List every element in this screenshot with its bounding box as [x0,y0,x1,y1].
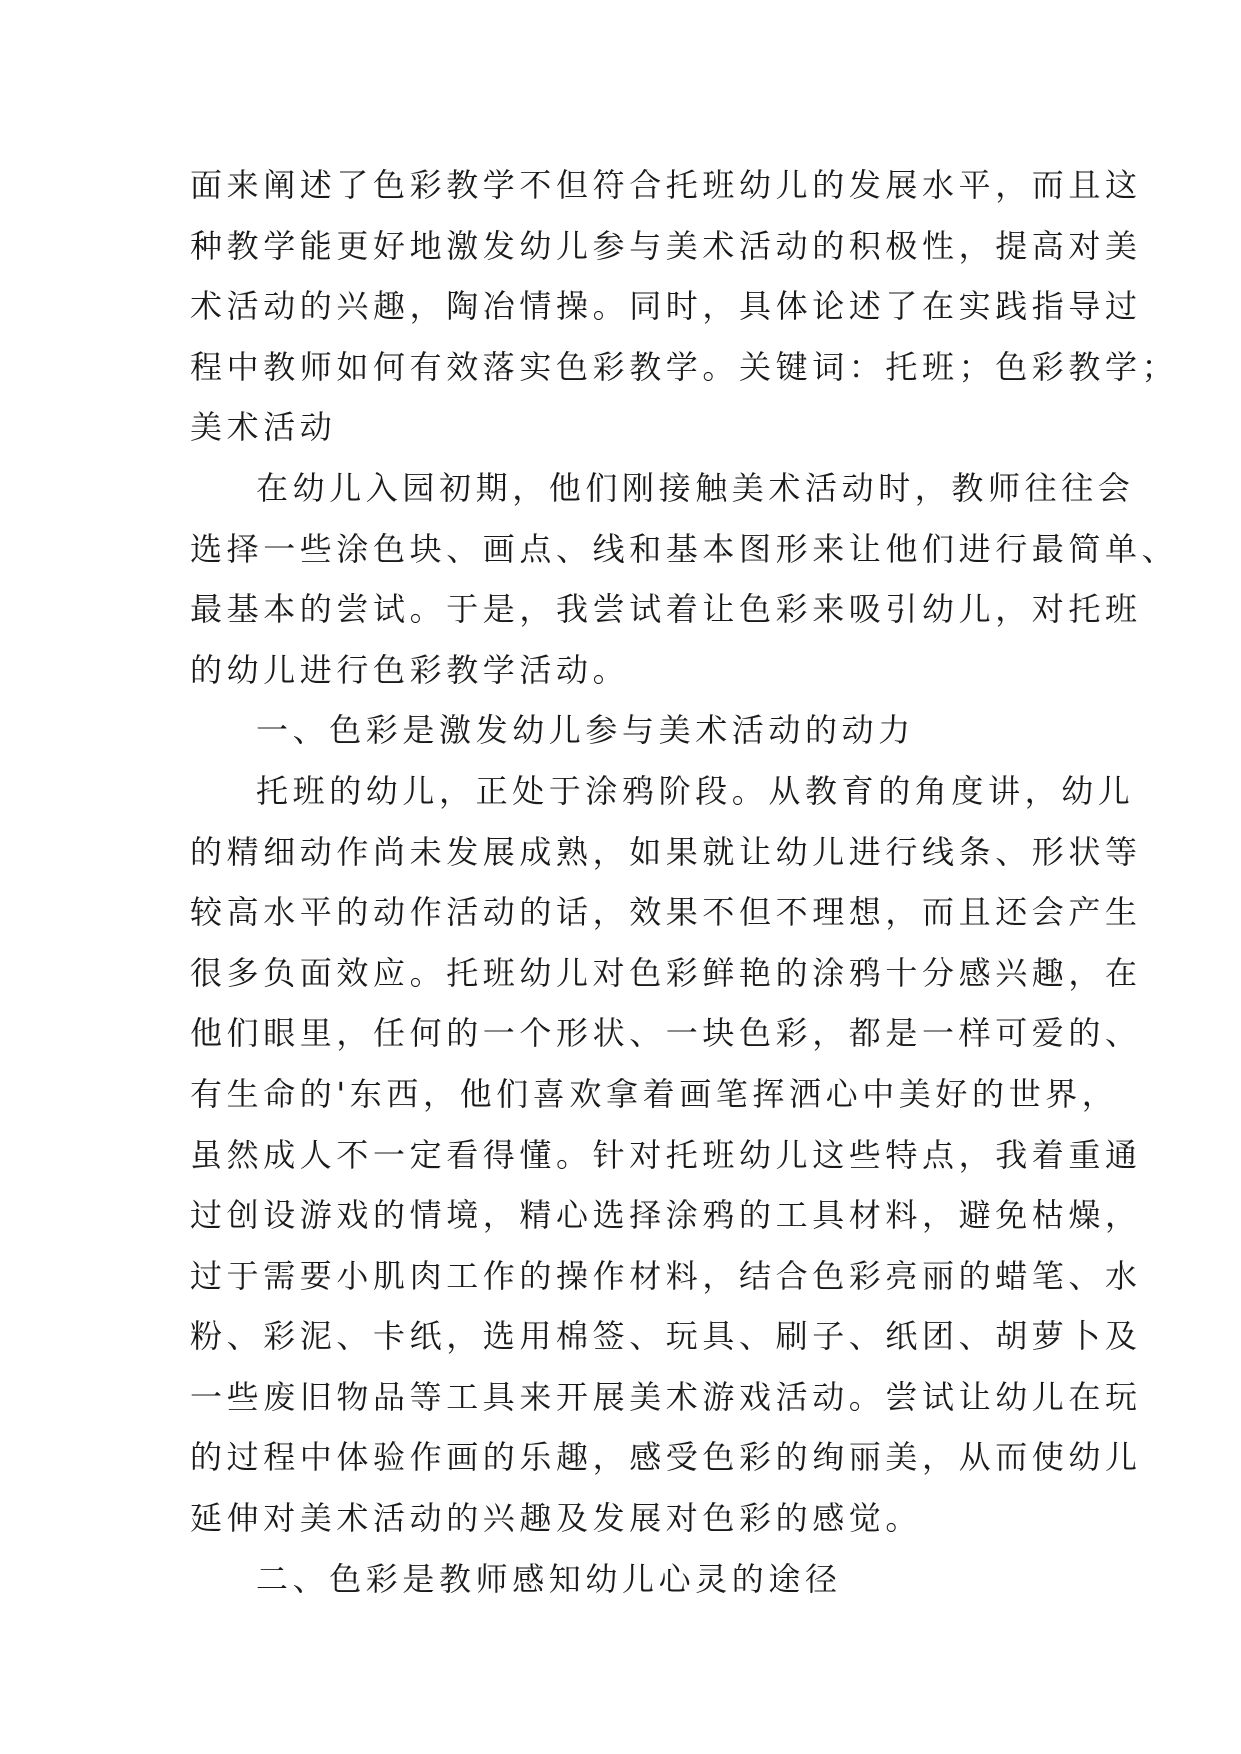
text-line: 面来阐述了色彩教学不但符合托班幼儿的发展水平，而且这 [190,166,1142,204]
body-text [190,155,1179,1609]
text-line: 的幼儿进行色彩教学活动。 [190,650,630,689]
text-line: 虽然成人不一定看得懂。针对托班幼儿这些特点，我着重通 [190,1135,1142,1174]
text-line: 一、色彩是激发幼儿参与美术活动的动力 [256,711,915,750]
text-line: 美术活动 [190,408,337,447]
text-line: 在幼儿入园初期，他们刚接触美术活动时，教师往往会 [256,468,1135,507]
text-line: 有生命的'东西，他们喜欢拿着画笔挥洒心中美好的世界， [190,1074,1119,1113]
text-line: 种教学能更好地激发幼儿参与美术活动的积极性，提高对美 [190,226,1142,265]
text-line: 他们眼里，任何的一个形状、一块色彩，都是一样可爱的、 [190,1014,1142,1053]
text-line: 选择一些涂色块、画点、线和基本图形来让他们进行最简单、 [190,529,1179,568]
text-line: 粉、彩泥、卡纸，选用棉签、玩具、刷子、纸团、胡萝卜及 [190,1317,1142,1356]
text-line: 延伸对美术活动的兴趣及发展对色彩的感觉。 [190,1499,923,1538]
text-line: 一些废旧物品等工具来开展美术游戏活动。尝试让幼儿在玩 [190,1377,1142,1416]
text-line: 术活动的兴趣，陶冶情操。同时，具体论述了在实践指导过 [190,287,1142,326]
text-line: 二、色彩是教师感知幼儿心灵的途径 [256,1559,842,1598]
text-line: 过于需要小肌肉工作的操作材料，结合色彩亮丽的蜡笔、水 [190,1256,1142,1295]
text-line: 很多负面效应。托班幼儿对色彩鲜艳的涂鸦十分感兴趣，在 [190,953,1142,992]
text-line: 过创设游戏的情境，精心选择涂鸦的工具材料，避免枯燥， [190,1196,1142,1235]
text-line: 最基本的尝试。于是，我尝试着让色彩来吸引幼儿，对托班 [190,590,1142,629]
text-line: 的过程中体验作画的乐趣，感受色彩的绚丽美，从而使幼儿 [190,1438,1142,1477]
text-line: 较高水平的动作活动的话，效果不但不理想，而且还会产生 [190,893,1142,932]
text-line: 的精细动作尚未发展成熟，如果就让幼儿进行线条、形状等 [190,832,1142,871]
text-line: 托班的幼儿，正处于涂鸦阶段。从教育的角度讲，幼儿 [256,771,1135,810]
text-line: 程中教师如何有效落实色彩教学。关键词：托班；色彩教学； [190,347,1179,386]
